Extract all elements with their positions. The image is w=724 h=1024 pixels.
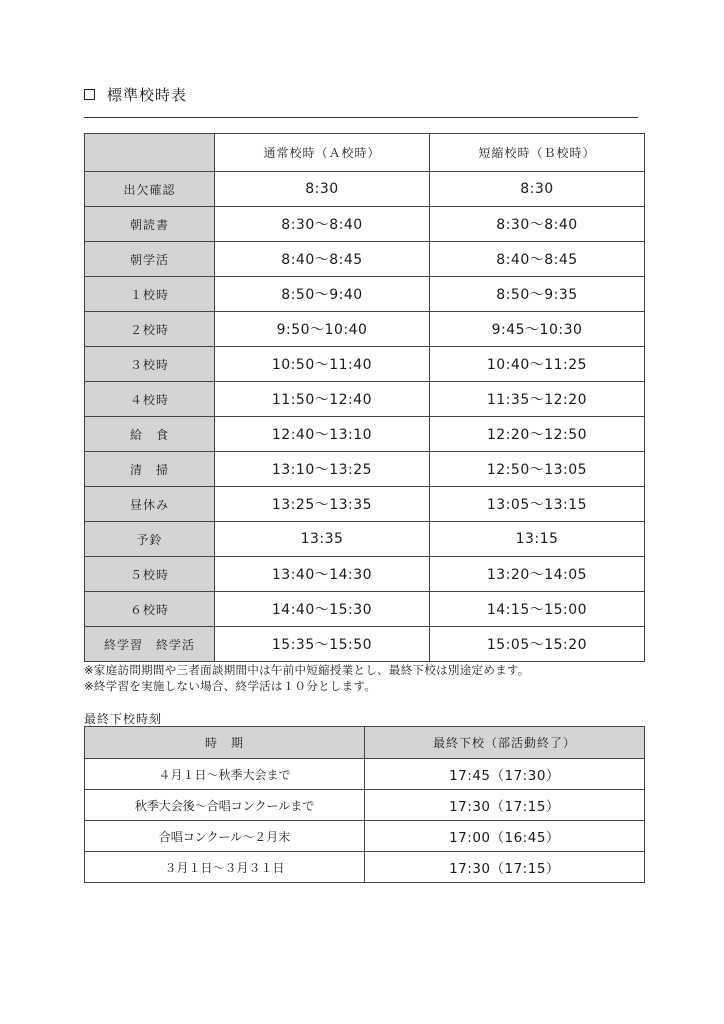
- schedule-row-label: 出欠確認: [85, 172, 215, 207]
- schedule-row: [85, 522, 645, 557]
- schedule-row: [85, 382, 645, 417]
- schedule-row-label: 朝学活: [85, 242, 215, 277]
- final-time: 17:45（17:30）: [365, 759, 645, 790]
- note-line: ※終学習を実施しない場合、終学活は１０分とします。: [84, 679, 377, 693]
- final-header-time: 最終下校（部活動終了）: [365, 727, 645, 759]
- schedule-normal-time: 14:40～15:30: [215, 592, 430, 627]
- final-period: 秋季大会後～合唱コンクールまで: [85, 790, 365, 821]
- schedule-row: [85, 347, 645, 382]
- page-title: [84, 84, 187, 105]
- final-dismissal-table: [84, 726, 645, 883]
- schedule-short-time: 14:15～15:00: [430, 592, 645, 627]
- schedule-table: [84, 133, 645, 662]
- schedule-row-label: 予鈴: [85, 522, 215, 557]
- final-header-row: [85, 727, 645, 759]
- schedule-short-time: 8:40～8:45: [430, 242, 645, 277]
- schedule-short-time: 12:50～13:05: [430, 452, 645, 487]
- final-time: 17:00（16:45）: [365, 821, 645, 852]
- schedule-header-corner: [85, 134, 215, 172]
- schedule-normal-time: 8:30～8:40: [215, 207, 430, 242]
- schedule-normal-time: 13:35: [215, 522, 430, 557]
- final-row: [85, 852, 645, 883]
- schedule-row-label: １校時: [85, 277, 215, 312]
- title-underline: [84, 117, 638, 118]
- schedule-short-time: 8:30～8:40: [430, 207, 645, 242]
- schedule-normal-time: 9:50～10:40: [215, 312, 430, 347]
- final-dismissal-title: 最終下校時刻: [84, 712, 163, 726]
- schedule-row-label: 給 食: [85, 417, 215, 452]
- schedule-row-label: 清 掃: [85, 452, 215, 487]
- schedule-row: [85, 277, 645, 312]
- schedule-normal-time: 13:40～14:30: [215, 557, 430, 592]
- schedule-short-time: 15:05～15:20: [430, 627, 645, 662]
- schedule-row-label: ３校時: [85, 347, 215, 382]
- schedule-header-short: 短縮校時（Ｂ校時）: [430, 134, 645, 172]
- schedule-row: [85, 592, 645, 627]
- schedule-short-time: 9:45～10:30: [430, 312, 645, 347]
- final-header-period: 時 期: [85, 727, 365, 759]
- final-body: [85, 759, 645, 883]
- schedule-short-time: 8:30: [430, 172, 645, 207]
- schedule-normal-time: 8:30: [215, 172, 430, 207]
- final-period: 合唱コンクール～２月末: [85, 821, 365, 852]
- schedule-row-label: ６校時: [85, 592, 215, 627]
- schedule-normal-time: 8:40～8:45: [215, 242, 430, 277]
- schedule-row-label: ２校時: [85, 312, 215, 347]
- schedule-short-time: 13:05～13:15: [430, 487, 645, 522]
- final-period: ３月１日～３月３１日: [85, 852, 365, 883]
- schedule-row: [85, 207, 645, 242]
- schedule-row: [85, 242, 645, 277]
- schedule-row-label: ４校時: [85, 382, 215, 417]
- schedule-row: [85, 487, 645, 522]
- schedule-row-label: 終学習 終学活: [85, 627, 215, 662]
- schedule-row-label: 昼休み: [85, 487, 215, 522]
- final-time: 17:30（17:15）: [365, 852, 645, 883]
- schedule-short-time: 13:20～14:05: [430, 557, 645, 592]
- schedule-body: [85, 172, 645, 662]
- schedule-row: [85, 627, 645, 662]
- schedule-row-label: ５校時: [85, 557, 215, 592]
- final-period: ４月１日～秋季大会まで: [85, 759, 365, 790]
- schedule-short-time: 12:20～12:50: [430, 417, 645, 452]
- schedule-normal-time: 13:10～13:25: [215, 452, 430, 487]
- schedule-normal-time: 8:50～9:40: [215, 277, 430, 312]
- schedule-normal-time: 10:50～11:40: [215, 347, 430, 382]
- notes: [84, 662, 530, 694]
- schedule-normal-time: 11:50～12:40: [215, 382, 430, 417]
- final-time: 17:30（17:15）: [365, 790, 645, 821]
- schedule-short-time: 10:40～11:25: [430, 347, 645, 382]
- schedule-row: [85, 452, 645, 487]
- schedule-header-row: [85, 134, 645, 172]
- schedule-row: [85, 172, 645, 207]
- schedule-row: [85, 312, 645, 347]
- schedule-row: [85, 417, 645, 452]
- schedule-short-time: 13:15: [430, 522, 645, 557]
- schedule-normal-time: 15:35～15:50: [215, 627, 430, 662]
- checkbox-square-icon: [84, 89, 95, 100]
- schedule-normal-time: 12:40～13:10: [215, 417, 430, 452]
- schedule-short-time: 8:50～9:35: [430, 277, 645, 312]
- note-line: ※家庭訪問期間や三者面談期間中は午前中短縮授業とし、最終下校は別途定めます。: [84, 663, 530, 677]
- schedule-row: [85, 557, 645, 592]
- schedule-header-normal: 通常校時（Ａ校時）: [215, 134, 430, 172]
- schedule-row-label: 朝読書: [85, 207, 215, 242]
- final-row: [85, 790, 645, 821]
- final-row: [85, 759, 645, 790]
- page-title-text: 標準校時表: [107, 86, 188, 104]
- schedule-normal-time: 13:25～13:35: [215, 487, 430, 522]
- schedule-short-time: 11:35～12:20: [430, 382, 645, 417]
- final-row: [85, 821, 645, 852]
